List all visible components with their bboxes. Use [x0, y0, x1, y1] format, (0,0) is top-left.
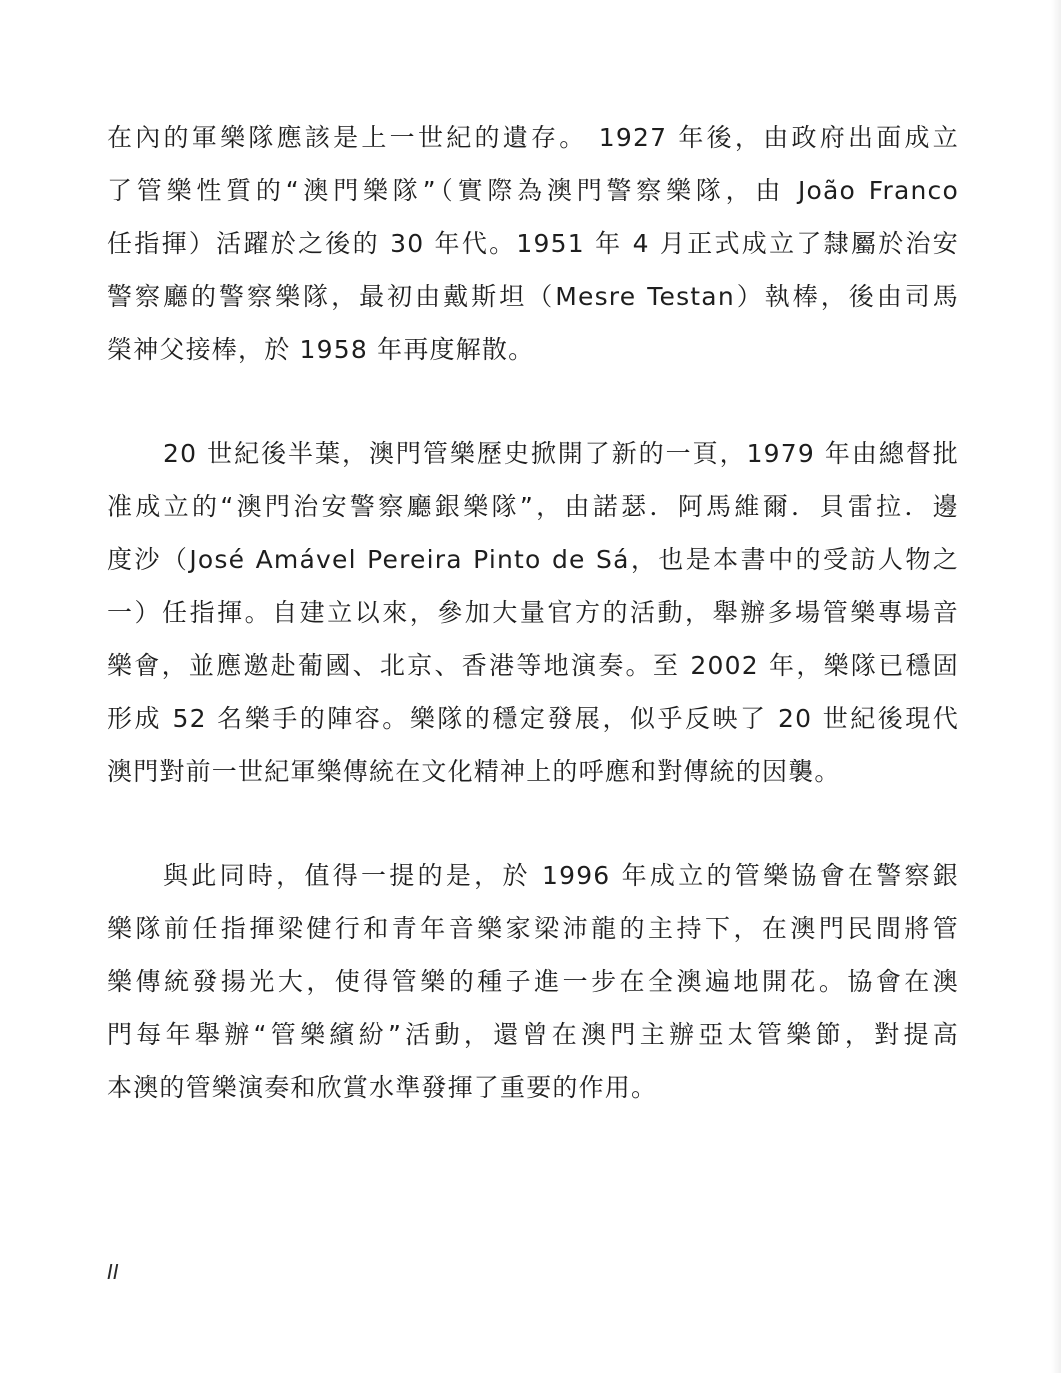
- text-line: 警察廳的警察樂隊，最初由戴斯坦（Mesre Testan）執棒，後由司馬: [107, 282, 959, 311]
- text-line: 形成 52 名樂手的陣容。樂隊的穩定發展，似乎反映了 20 世紀後現代: [107, 704, 959, 733]
- paragraph-police-band-history: [107, 111, 959, 376]
- text-line: 與此同時，值得一提的是，於 1996 年成立的管樂協會在警察銀: [163, 861, 959, 890]
- text-line: 澳門對前一世紀軍樂傳統在文化精神上的呼應和對傳統的因襲。: [107, 757, 841, 786]
- text-line: 本澳的管樂演奏和欣賞水準發揮了重要的作用。: [107, 1073, 658, 1102]
- text-line: 度沙（José Amável Pereira Pinto de Sá，也是本書中的受訪人物之: [107, 545, 959, 574]
- text-line: 門每年舉辦“管樂繽紛”活動，還曾在澳門主辦亞太管樂節，對提高: [107, 1020, 959, 1049]
- text-line: 樂會，並應邀赴葡國、北京、香港等地演奏。至 2002 年，樂隊已穩固: [107, 651, 959, 680]
- text-line: 20 世紀後半葉，澳門管樂歷史掀開了新的一頁，1979 年由總督批: [163, 439, 959, 468]
- text-line: 樂隊前任指揮梁健行和青年音樂家梁沛龍的主持下，在澳門民間將管: [107, 914, 959, 943]
- text-line: 一）任指揮。自建立以來，參加大量官方的活動，舉辦多場管樂專場音: [107, 598, 959, 627]
- text-line: 在內的軍樂隊應該是上一世紀的遺存。 1927 年後，由政府出面成立: [107, 123, 959, 152]
- page-edge-shadow: [1051, 0, 1061, 1373]
- text-line: 榮神父接棒，於 1958 年再度解散。: [107, 335, 535, 364]
- paragraph-silver-band-history: [107, 427, 959, 798]
- page-number: II: [107, 1260, 119, 1284]
- text-line: 了管樂性質的“澳門樂隊”（實際為澳門警察樂隊，由 João Franco: [107, 176, 959, 205]
- text-line: 准成立的“澳門治安警察廳銀樂隊”，由諾瑟．阿馬維爾．貝雷拉．邊: [107, 492, 959, 521]
- text-line: 樂傳統發揚光大，使得管樂的種子進一步在全澳遍地開花。協會在澳: [107, 967, 959, 996]
- text-line: 任指揮）活躍於之後的 30 年代。1951 年 4 月正式成立了隸屬於治安: [107, 229, 959, 258]
- paragraph-wind-band-association: [107, 849, 959, 1114]
